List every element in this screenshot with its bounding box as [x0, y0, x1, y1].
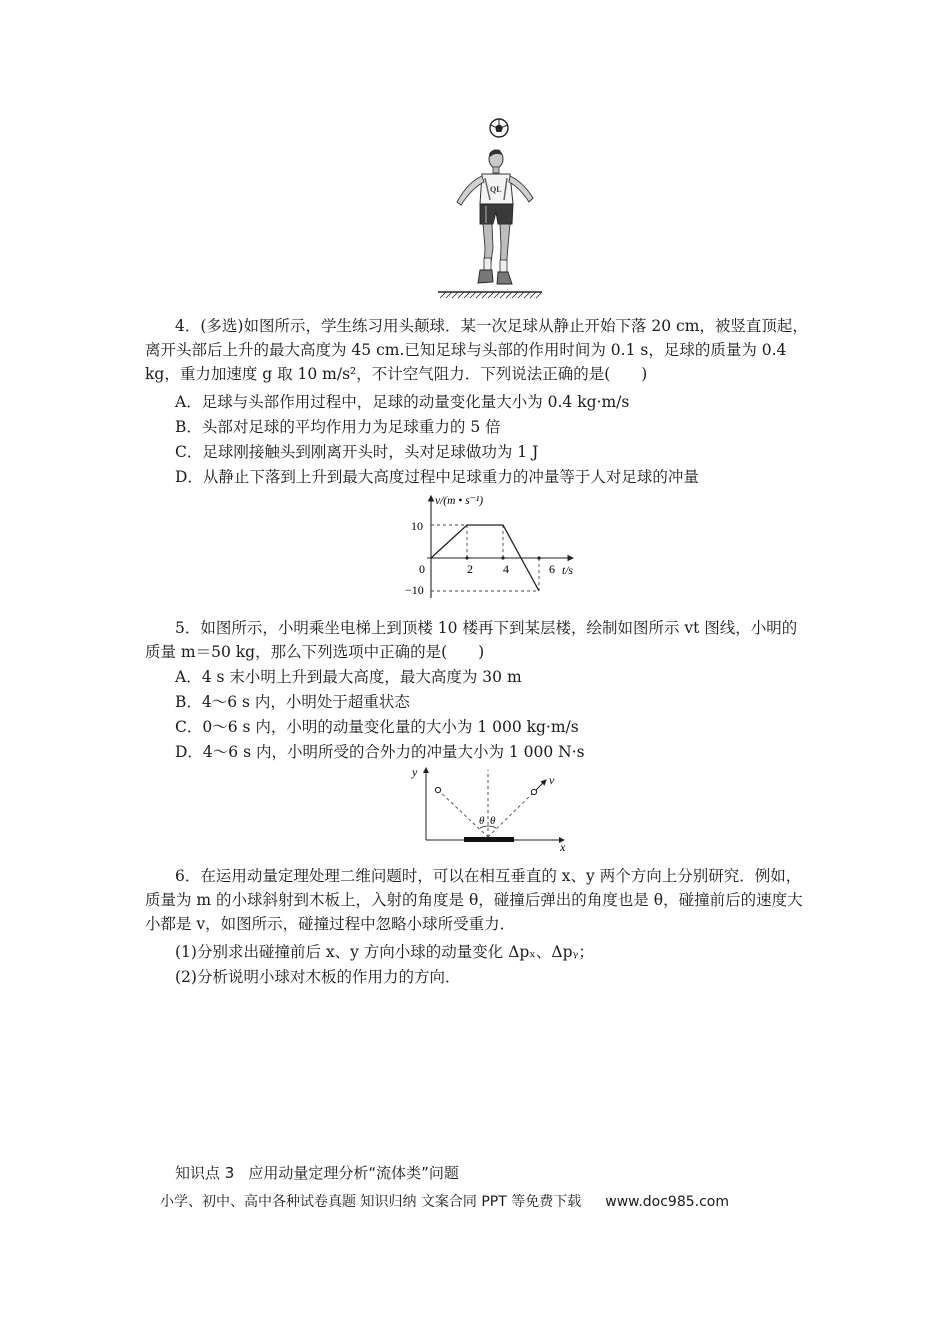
q5-option-c: C．0～6 s 内，小明的动量变化量的大小为 1 000 kg·m/s: [175, 718, 579, 736]
q6-subquestion-2: (2)分析说明小球对木板的作用力的方向．: [175, 968, 461, 986]
section-title: 应用动量定理分析“流体类”问题: [248, 1164, 459, 1182]
vt-graph: [395, 490, 595, 602]
q5-option-a: A．4 s 末小明上升到最大高度，最大高度为 30 m: [175, 668, 522, 686]
ball-before: [435, 787, 440, 792]
vt-ytick-10: 10: [411, 519, 423, 533]
vt-xtick-4: 4: [503, 562, 509, 576]
vt-tick-point-6: [537, 556, 540, 559]
vt-xlabel: t/s: [562, 565, 573, 577]
vt-xtick-6: 6: [549, 562, 555, 576]
velocity-arrow: [536, 780, 546, 790]
incident-path: [438, 790, 488, 837]
footer-text: 小学、初中、高中各种试卷真题 知识归纳 文案合同 PPT 等免费下载: [160, 1194, 582, 1210]
q4-option-d: D．从静止下落到上升到最大高度过程中足球重力的冲量等于人对足球的冲量: [175, 468, 699, 486]
section-heading: [175, 1162, 459, 1183]
heading-ball-figure: [430, 112, 550, 302]
footer: [160, 1191, 729, 1211]
svg-text:QL: QL: [490, 185, 502, 194]
footer-url[interactable]: www.doc985.com: [605, 1194, 729, 1210]
vt-xtick-2: 2: [467, 562, 473, 576]
vt-tick-point-2: [465, 556, 468, 559]
q4-option-b: B．头部对足球的平均作用力为足球重力的 5 倍: [175, 418, 501, 436]
ball-bounce-diagram: [408, 764, 576, 852]
vt-ytick-neg10: −10: [405, 583, 424, 597]
vt-tick-point-4: [501, 556, 504, 559]
vt-origin-label: 0: [419, 562, 425, 576]
velocity-label: v: [549, 773, 555, 787]
soccer-ball-icon: [490, 119, 508, 137]
ball-after: [531, 789, 536, 794]
q4-option-c: C．足球刚接触头到刚离开头时，头对足球做功为 1 J: [175, 443, 539, 461]
q4-option-a: A．足球与头部作用过程中，足球的动量变化量大小为 0.4 kg·m/s: [175, 393, 630, 411]
bounce-x-label: x: [560, 840, 566, 852]
section-number: 知识点 3: [175, 1164, 235, 1182]
wooden-board: [464, 837, 514, 842]
vt-ylabel: v/(m • s⁻¹): [435, 495, 484, 507]
q4-stem: 4．(多选)如图所示，学生练习用头颠球．某一次足球从静止开始下落 20 cm，被竖直顶起，离开头部后上升的最大高度为 45 cm.已知足球与头部的作用时间为 0.1 s，足球的质量为 0.4 kg，重力加速度 g 取 10 m/s²，不计空气阻力．下列说法正确的是( ): [145, 317, 808, 383]
theta-left: θ: [479, 815, 485, 827]
q5-stem: 5．如图所示，小明乘坐电梯上到顶楼 10 楼再下到某层楼，绘制如图所示 vt 图线，小明的质量 m＝50 kg，那么下列选项中正确的是( ): [145, 619, 798, 661]
theta-right: θ: [490, 815, 496, 827]
q6-subquestion-1: (1)分别求出碰撞前后 x、y 方向小球的动量变化 Δpₓ、Δpᵧ；: [175, 943, 594, 961]
q6-stem: 6．在运用动量定理处理二维问题时，可以在相互垂直的 x、y 两个方向上分别研究．例如，质量为 m 的小球斜射到木板上，入射的角度是 θ，碰撞后弹出的角度也是 θ，碰撞前后的速度大小都是 v，如图所示，碰撞过程中忽略小球所受重力．: [145, 867, 803, 933]
bounce-y-label: y: [412, 765, 418, 779]
q5-option-d: D．4～6 s 内，小明所受的合外力的冲量大小为 1 000 N·s: [175, 743, 585, 761]
q5-option-b: B．4～6 s 内，小明处于超重状态: [175, 693, 410, 711]
